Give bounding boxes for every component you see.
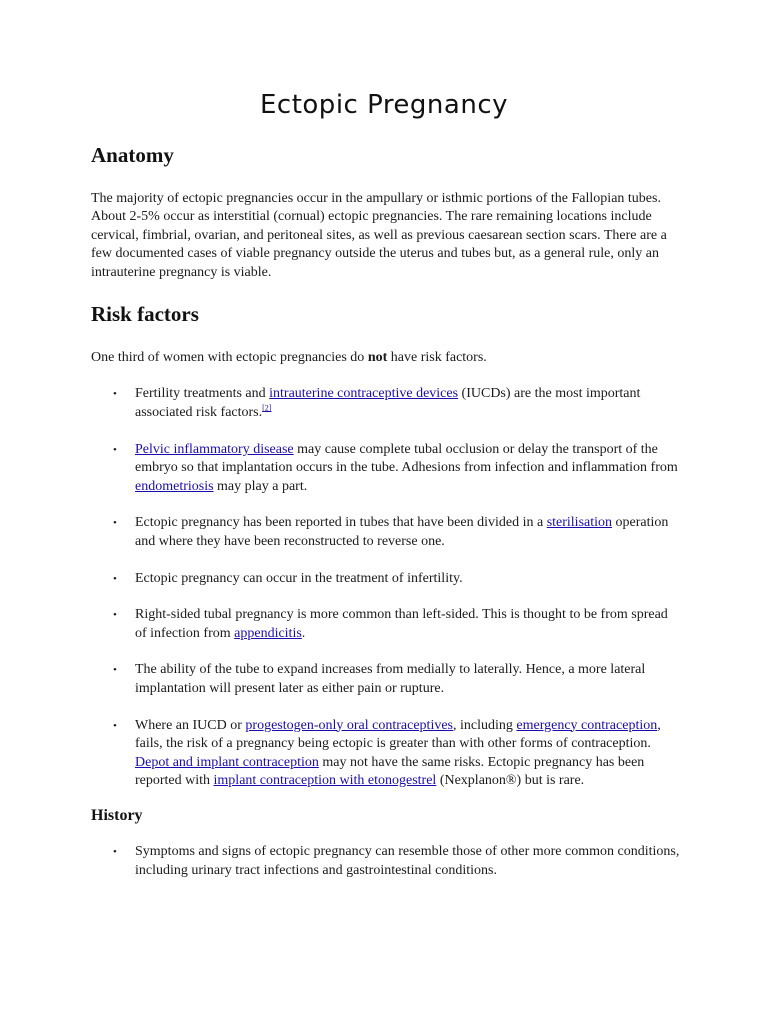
bullet-icon: • xyxy=(113,845,117,858)
link-emergency-contraception[interactable]: emergency contraception xyxy=(516,717,658,733)
list-item xyxy=(91,514,681,551)
document-content xyxy=(91,143,681,880)
item-text: (Nexplanon®) but is rare. xyxy=(436,773,585,789)
link-depot-and-implant-contraception[interactable]: Depot and implant contraception xyxy=(135,754,319,770)
bullet-icon: • xyxy=(113,443,117,456)
item-text: Right-sided tubal pregnancy is more common than left-sided. This is thought to be from spread of infection from xyxy=(135,607,668,641)
intro-emphasis: not xyxy=(367,350,388,366)
list-item xyxy=(91,661,681,698)
list-item xyxy=(91,570,681,589)
bullet-icon: • xyxy=(113,517,117,530)
history-list xyxy=(91,843,681,880)
link-intrauterine-contraceptive-devices[interactable]: intrauterine contraceptive devices xyxy=(269,386,459,402)
item-text: operation and where they have been reconstructed to reverse one. xyxy=(135,515,669,549)
link-endometriosis[interactable]: endometriosis xyxy=(135,478,214,494)
item-text: may cause complete tubal occlusion or delay the transport of the embryo so that implantation occurs in the tube. Adhesions from infection and inflammation from xyxy=(135,441,678,476)
item-text: may not have the same risks. Ectopic pregnancy has been reported with xyxy=(135,754,645,789)
item-text: Ectopic pregnancy can occur in the treatment of infertility. xyxy=(135,570,463,586)
list-item xyxy=(91,843,681,880)
bullet-icon: • xyxy=(113,572,117,585)
risk-factors-intro xyxy=(91,349,681,367)
anatomy-paragraph: The majority of ectopic pregnancies occur in the ampullary or isthmic portions of the Fallopian tubes. About 2-5% occur as interstitial (cornual) ectopic pregnancies. The rare remaining locations include cervical, fimbrial, ovarian, and peritoneal sites, as well as previous caesarean section scars. There are a few documented cases of viable pregnancy outside the uterus and tubes but, as a general rule, only an intrauterine pregnancy is viable. xyxy=(91,191,667,280)
item-text: , fails, the risk of a pregnancy being ectopic is greater than with other forms of contraception. xyxy=(135,717,661,752)
bullet-icon: • xyxy=(113,388,117,401)
list-item xyxy=(91,606,681,643)
reference-link-2[interactable]: [2] xyxy=(262,403,272,413)
item-text: Fertility treatments and xyxy=(135,386,270,402)
item-text: The ability of the tube to expand increases from medially to laterally. Hence, a more lateral implantation will present later as either pain or rupture. xyxy=(135,662,646,696)
bullet-icon: • xyxy=(113,664,117,677)
bullet-icon: • xyxy=(113,609,117,622)
bullet-icon: • xyxy=(113,719,117,732)
link-sterilisation[interactable]: sterilisation xyxy=(546,515,613,531)
item-text: Ectopic pregnancy has been reported in tubes that have been divided in a xyxy=(135,515,547,531)
item-text: , including xyxy=(453,717,517,733)
item-text: may play a part. xyxy=(213,478,308,494)
intro-text: One third of women with ectopic pregnancies do xyxy=(91,350,368,366)
page-title: Ectopic Pregnancy xyxy=(259,90,509,120)
list-item xyxy=(91,385,681,422)
item-text: Symptoms and signs of ectopic pregnancy can resemble those of other more common conditions, including urinary tract infections and gastrointestinal conditions. xyxy=(135,843,680,878)
risk-factors-heading: Risk factors xyxy=(91,302,199,327)
anatomy-heading: Anatomy xyxy=(91,143,174,167)
list-item xyxy=(91,717,681,791)
intro-text-end: have risk factors. xyxy=(387,350,487,366)
link-implant-contraception-etonogestrel[interactable]: implant contraception with etonogestrel xyxy=(213,773,437,789)
history-heading: History xyxy=(91,806,143,824)
link-progestogen-only-oral-contraceptives[interactable]: progestogen-only oral contraceptives xyxy=(245,717,453,733)
link-appendicitis[interactable]: appendicitis xyxy=(234,625,302,641)
list-item xyxy=(91,441,681,497)
item-text: . xyxy=(301,625,306,641)
item-text: (IUCDs) are the most important associated risk factors. xyxy=(135,386,641,421)
link-pelvic-inflammatory-disease[interactable]: Pelvic inflammatory disease xyxy=(135,441,294,457)
item-text: Where an IUCD or xyxy=(135,717,246,733)
risk-factors-list xyxy=(91,385,681,791)
